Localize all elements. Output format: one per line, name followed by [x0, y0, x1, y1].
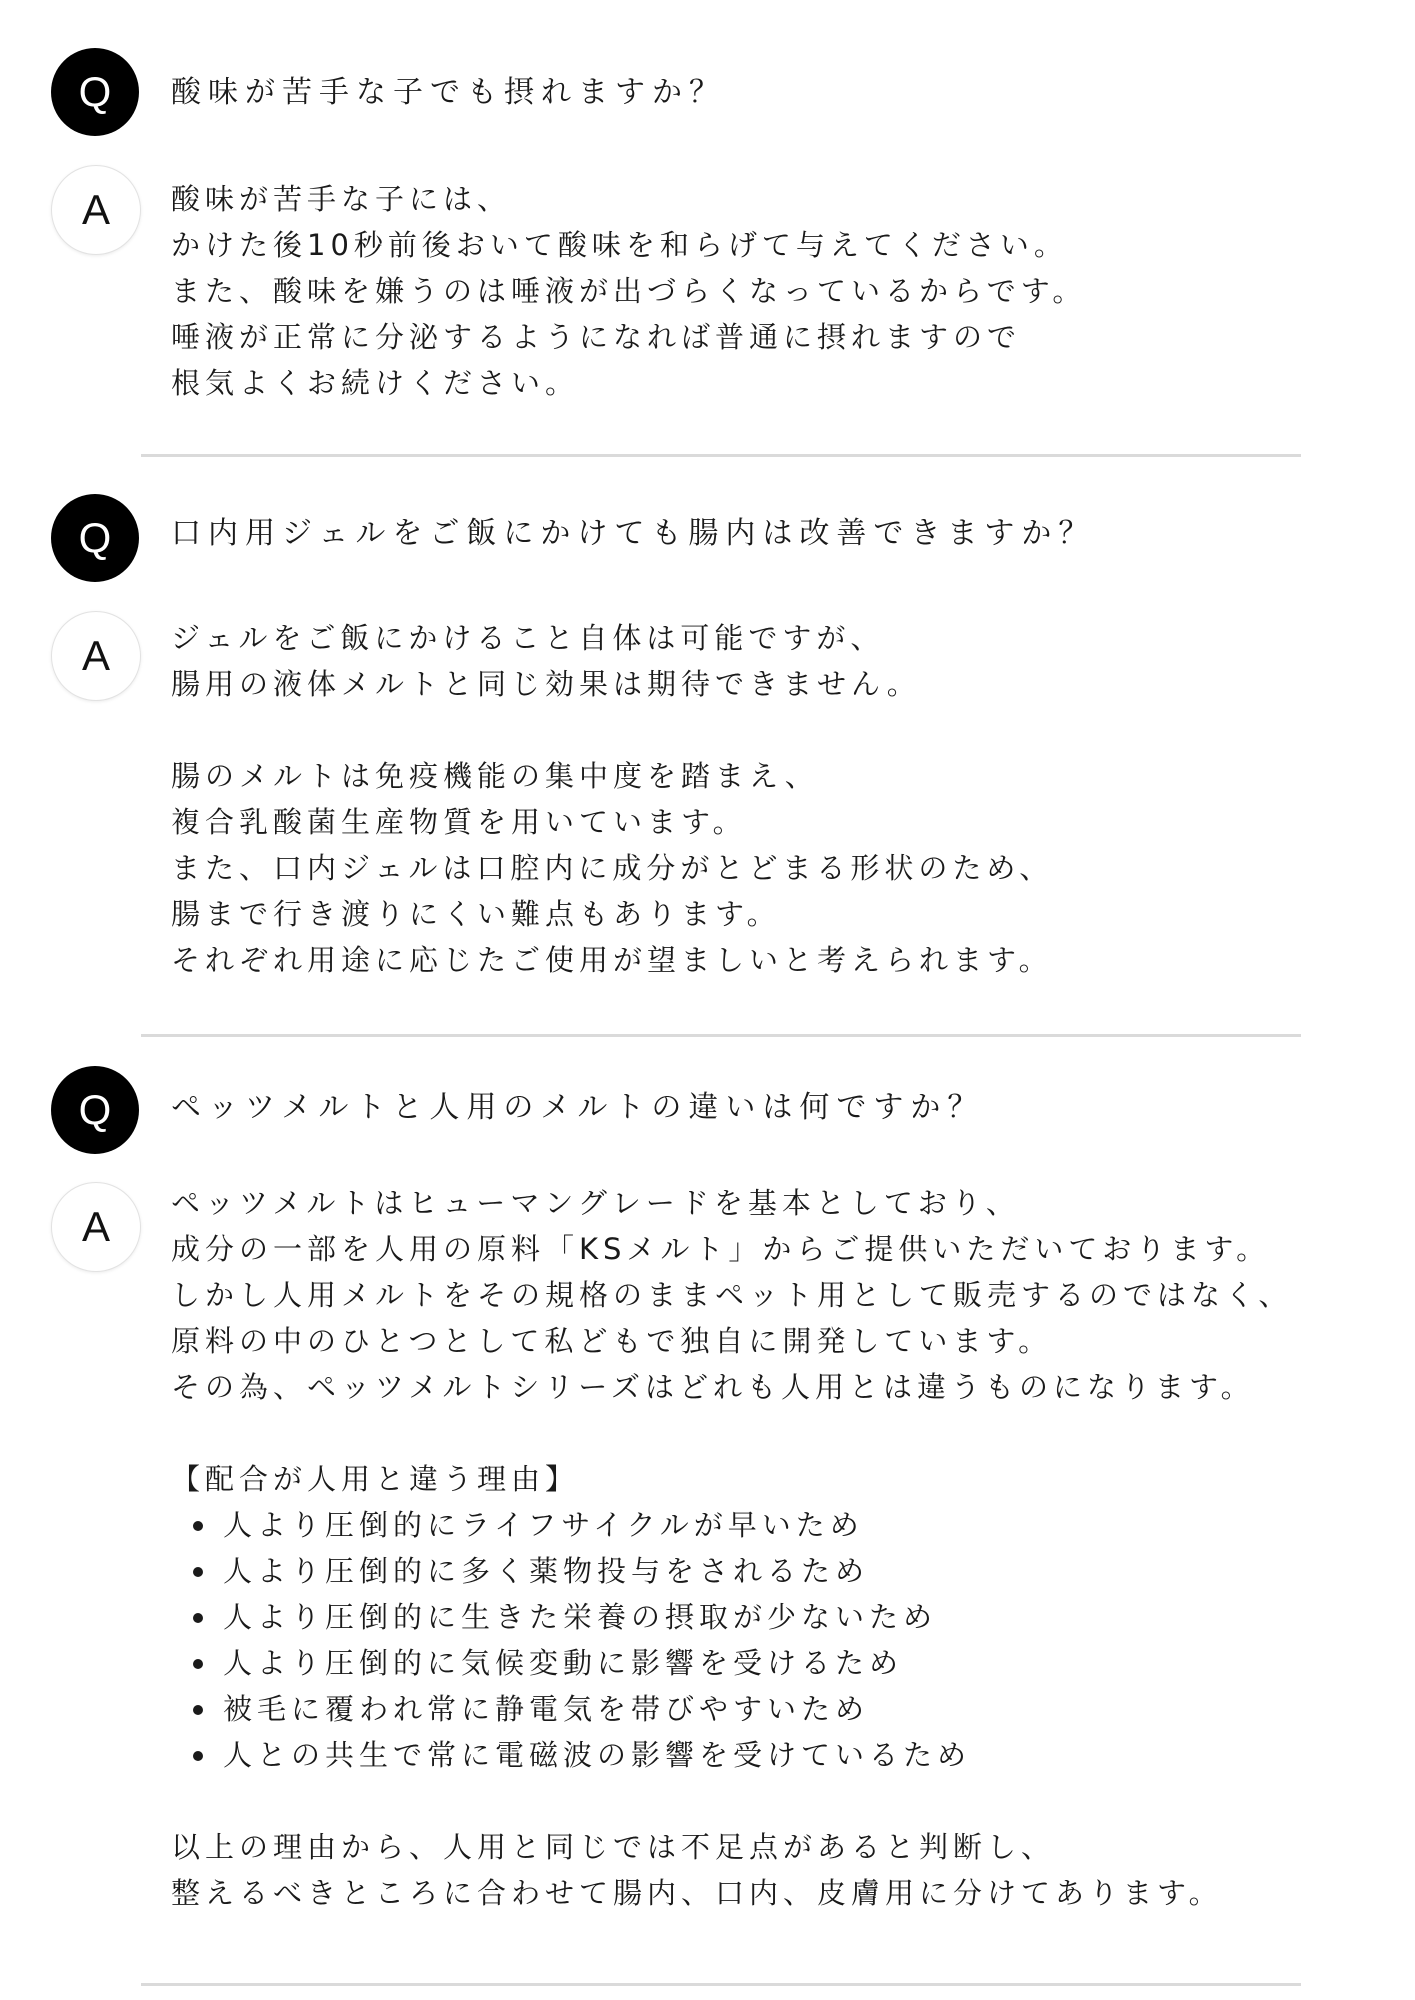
reason-item: 被毛に覆われ常に静電気を帯びやすいため	[171, 1686, 1292, 1732]
answer-line: 原料の中のひとつとして私どもで独自に開発しています。	[171, 1324, 1053, 1358]
reason-item: 人より圧倒的に多く薬物投与をされるため	[171, 1548, 1292, 1594]
answer-line: その為、ペッツメルトシリーズはどれも人用とは違うものになります。	[171, 1370, 1255, 1404]
answer-text	[171, 1180, 1292, 1916]
reasons-title: 【配合が人用と違う理由】	[171, 1462, 580, 1496]
answer-line: 以上の理由から、人用と同じでは不足点があると判断し、	[171, 1830, 1056, 1864]
answer-line: ペッツメルトはヒューマングレードを基本としており、	[171, 1186, 1020, 1220]
blank-line	[171, 1410, 1292, 1456]
answer-line: それぞれ用途に応じたご使用が望ましいと考えられます。	[171, 943, 1053, 977]
answer-line: 根気よくお続けください。	[171, 366, 580, 400]
answer-line: ジェルをご飯にかけること自体は可能ですが、	[171, 621, 885, 655]
question-badge: Q	[51, 1066, 139, 1154]
reasons-list	[171, 1502, 1292, 1778]
section-divider	[141, 454, 1301, 457]
question-text: ペッツメルトと人用のメルトの違いは何ですか？	[171, 1090, 985, 1125]
answer-line: また、酸味を嫌うのは唾液が出づらくなっているからです。	[171, 274, 1087, 308]
answer-line: 腸用の液体メルトと同じ効果は期待できません。	[171, 667, 921, 701]
answer-line: かけた後10秒前後おいて酸味を和らげて与えてください。	[171, 228, 1068, 262]
answer-line: 酸味が苦手な子には、	[171, 182, 512, 216]
reason-item: 人より圧倒的にライフサイクルが早いため	[171, 1502, 1292, 1548]
answer-text	[171, 176, 1086, 406]
answer-line: 整えるべきところに合わせて腸内、口内、皮膚用に分けてあります。	[171, 1876, 1223, 1910]
answer-text	[171, 615, 1053, 983]
answer-line: 唾液が正常に分泌するようになれば普通に摂れますので	[171, 320, 1022, 354]
question-text: 酸味が苦手な子でも摂れますか？	[171, 75, 726, 110]
answer-line: 複合乳酸菌生産物質を用いています。	[171, 805, 747, 839]
answer-line: 腸まで行き渡りにくい難点もあります。	[171, 897, 781, 931]
reason-item: 人との共生で常に電磁波の影響を受けているため	[171, 1732, 1292, 1778]
question-badge: Q	[51, 48, 139, 136]
blank-line	[171, 707, 1053, 753]
question-badge: Q	[51, 494, 139, 582]
answer-line: 成分の一部を人用の原料「KSメルト」からご提供いただいております。	[171, 1232, 1271, 1266]
question-text: 口内用ジェルをご飯にかけても腸内は改善できますか？	[171, 516, 1096, 551]
reason-item: 人より圧倒的に気候変動に影響を受けるため	[171, 1640, 1292, 1686]
section-divider	[141, 1034, 1301, 1037]
answer-badge: A	[51, 1182, 141, 1272]
answer-badge: A	[51, 165, 141, 255]
answer-line: 腸のメルトは免疫機能の集中度を踏まえ、	[171, 759, 819, 793]
blank-line	[171, 1778, 1292, 1824]
answer-line: しかし人用メルトをその規格のままペット用として販売するのではなく、	[171, 1278, 1293, 1312]
answer-badge: A	[51, 611, 141, 701]
reason-item: 人より圧倒的に生きた栄養の摂取が少ないため	[171, 1594, 1292, 1640]
section-divider	[141, 1983, 1301, 1986]
answer-line: また、口内ジェルは口腔内に成分がとどまる形状のため、	[171, 851, 1054, 885]
